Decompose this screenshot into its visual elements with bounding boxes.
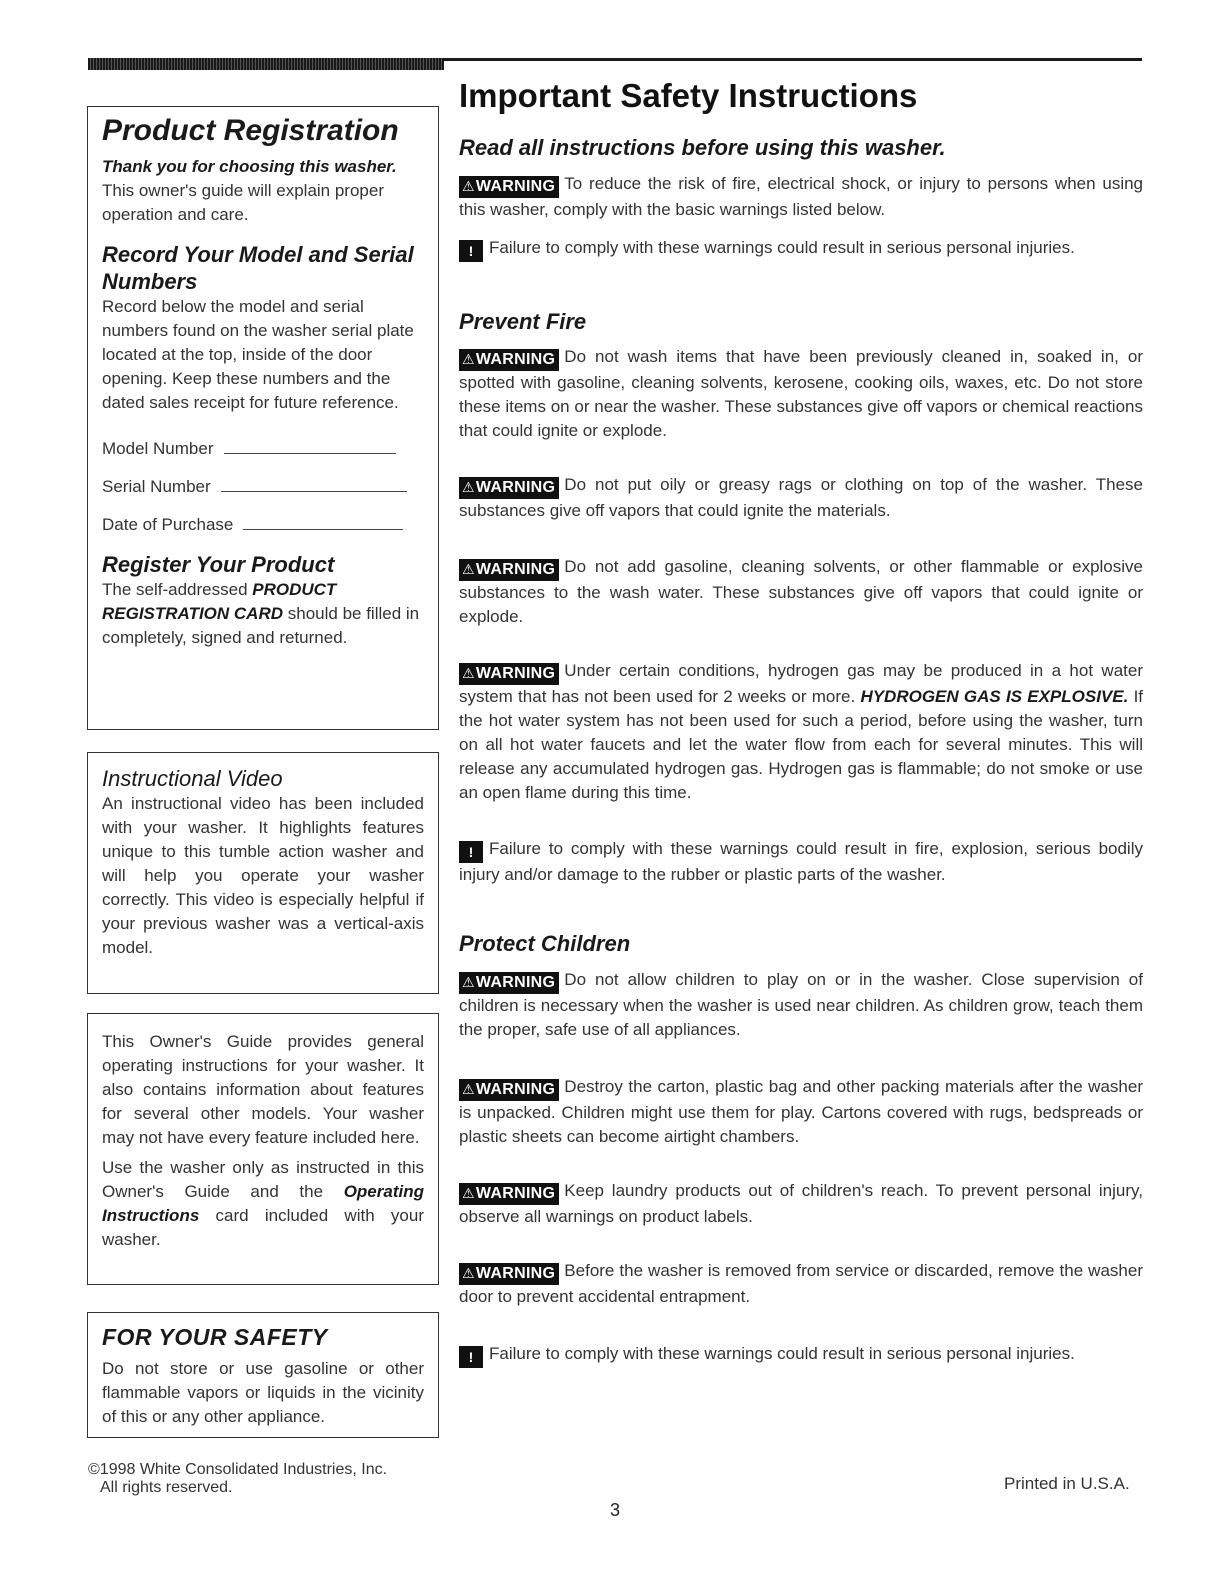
owners-guide-box (87, 1013, 439, 1285)
thanks-rest: This owner's guide will explain proper operation and care. (102, 181, 384, 224)
warning-triangle-icon: ⚠ (462, 479, 475, 495)
warning-badge (459, 972, 559, 994)
page-title: Important Safety Instructions (459, 77, 918, 114)
warning-badge-label: WARNING (475, 665, 556, 682)
warning-badge (459, 349, 559, 371)
children-caution-text: Failure to comply with these warnings could result in serious personal injuries. (489, 1344, 1075, 1363)
warning-badge-label: WARNING (475, 1185, 556, 1202)
serial-number-label: Serial Number (102, 477, 211, 496)
warning-badge-label: WARNING (475, 1081, 556, 1098)
model-number-label: Model Number (102, 439, 214, 458)
warning-badge (459, 1079, 559, 1101)
fire-warning-1-text: Do not wash items that have been previously cleaned in, soaked in, or spotted with gasoline, cleaning solvents, kerosene, cooking oils, waxes, etc. Do not store these items on or near the washer. These substances give off vapors or chemical reactions that could ignite or explode. (459, 347, 1143, 440)
record-text: Record below the model and serial numbers found on the washer serial plate located at the top, inside of the door opening. Keep these numbers and the dated sales receipt for future reference. (102, 297, 414, 412)
protect-children-heading: Protect Children (459, 931, 631, 956)
caution-1 (459, 236, 1143, 262)
guide-p2-b: card included with your washer. (102, 1206, 424, 1249)
fire-caution (459, 837, 1143, 887)
children-warning-2-text: Destroy the carton, plastic bag and other packing materials after the washer is unpacked. Children might use them for play. Cartons covered with rugs, bedspreads or plastic sheets can become airtight chambers. (459, 1077, 1143, 1146)
caution-triangle-icon: ! (459, 841, 483, 863)
warning-intro-text: To reduce the risk of fire, electrical shock, or injury to persons when using this washer, comply with the basic warnings listed below. (459, 174, 1143, 219)
fire-warning-4 (459, 659, 1143, 805)
warning-badge-label: WARNING (475, 974, 556, 991)
serial-number-field[interactable] (102, 459, 424, 497)
fire-caution-text: Failure to comply with these warnings could result in fire, explosion, serious bodily injury and/or damage to the rubber or plastic parts of the washer. (459, 839, 1143, 884)
rights-line: All rights reserved. (100, 1479, 233, 1496)
video-heading: Instructional Video (102, 766, 283, 791)
video-text: An instructional video has been included with your washer. It highlights features unique to this tumble action washer and will help you operate your washer correctly. This video is especially helpful if your previous washer was a vertical-axis model. (102, 794, 424, 957)
date-of-purchase-label: Date of Purchase (102, 515, 234, 534)
model-number-line[interactable] (224, 453, 396, 454)
children-warning-1 (459, 968, 1143, 1042)
header-rule-right (444, 58, 1142, 61)
caution-triangle-icon: ! (459, 240, 483, 262)
warning-triangle-icon: ⚠ (462, 178, 475, 194)
fire-warning-2 (459, 473, 1143, 523)
operating-instructions-bold: Operating Instructions (102, 1182, 424, 1225)
warning-triangle-icon: ⚠ (462, 1265, 475, 1281)
register-text-a: The self-addressed (102, 580, 248, 599)
page-number: 3 (609, 1500, 620, 1520)
warning-badge-label: WARNING (475, 178, 556, 195)
register-text-b: should be filled in completely, signed and returned. (102, 604, 420, 647)
fire-warning-4-text-b: If the hot water system has not been used for such a period, before using the washer, turn on all hot water faucets and let the water flow from each for several minutes. This will release any accumulated hydrogen gas. Hydrogen gas is flammable; do not smoke or use an open flame during this time. (459, 687, 1144, 802)
date-of-purchase-line[interactable] (243, 529, 403, 530)
header-rule-left (88, 58, 444, 70)
children-caution (459, 1342, 1143, 1368)
printed-in: Printed in U.S.A. (1004, 1474, 1130, 1493)
product-registration-box (87, 106, 439, 730)
children-warning-2 (459, 1075, 1143, 1149)
children-warning-4 (459, 1259, 1143, 1309)
children-warning-3-text: Keep laundry products out of children's reach. To prevent personal injury, observe all warnings on product labels. (459, 1181, 1143, 1226)
registration-card-bold: PRODUCT REGISTRATION CARD (102, 580, 337, 623)
warning-badge (459, 1183, 559, 1205)
warning-badge (459, 1263, 559, 1285)
children-warning-4-text: Before the washer is removed from service or discarded, remove the washer door to prevent accidental entrapment. (459, 1261, 1143, 1306)
instructional-video-box (87, 752, 439, 994)
warning-triangle-icon: ⚠ (462, 1081, 475, 1097)
fire-warning-3-text: Do not add gasoline, cleaning solvents, or other flammable or explosive substances to the wash water. These substances give off vapors that could ignite or explode. (459, 557, 1143, 626)
guide-paragraph-2 (102, 1156, 424, 1252)
copyright-line: ©1998 White Consolidated Industries, Inc. (88, 1461, 388, 1478)
register-heading: Register Your Product (102, 552, 335, 577)
warning-intro (459, 172, 1143, 222)
model-number-field[interactable] (102, 421, 424, 459)
guide-paragraph-1: This Owner's Guide provides general operating instructions for your washer. It also contains information about features for several other models. Your washer may not have every feature included here. (102, 1032, 424, 1147)
warning-badge (459, 559, 559, 581)
fire-warning-1 (459, 345, 1143, 443)
warning-triangle-icon: ⚠ (462, 974, 475, 990)
date-of-purchase-field[interactable] (102, 497, 424, 535)
product-registration-title: Product Registration (102, 114, 399, 147)
thanks-paragraph (102, 155, 424, 227)
warning-badge-label: WARNING (475, 479, 556, 496)
children-warning-1-text: Do not allow children to play on or in the washer. Close supervision of children is necessary when the washer is used near children. As children grow, teach them the proper, safe use of all appliances. (459, 970, 1143, 1039)
caution-triangle-icon: ! (459, 1346, 483, 1368)
warning-triangle-icon: ⚠ (462, 665, 475, 681)
for-your-safety-box (87, 1312, 439, 1438)
hydrogen-explosive-bold: HYDROGEN GAS IS EXPLOSIVE. (860, 687, 1129, 706)
for-your-safety-text: Do not store or use gasoline or other flammable vapors or liquids in the vicinity of this or any other appliance. (102, 1359, 424, 1426)
warning-badge (459, 663, 559, 685)
read-all-heading: Read all instructions before using this washer. (459, 135, 946, 160)
guide-p2-a: Use the washer only as instructed in this Owner's Guide and the (102, 1158, 424, 1201)
fire-warning-4-text-a: Under certain conditions, hydrogen gas may be produced in a hot water system that has not been used for 2 weeks or more. (459, 661, 1143, 706)
warning-triangle-icon: ⚠ (462, 351, 475, 367)
warning-badge-label: WARNING (475, 351, 556, 368)
fire-warning-3 (459, 555, 1143, 629)
warning-triangle-icon: ⚠ (462, 1185, 475, 1201)
warning-badge (459, 477, 559, 499)
for-your-safety-heading: FOR YOUR SAFETY (102, 1324, 328, 1350)
warning-badge-label: WARNING (475, 561, 556, 578)
children-warning-3 (459, 1179, 1143, 1229)
warning-badge (459, 176, 559, 198)
register-text (102, 578, 424, 650)
fire-warning-2-text: Do not put oily or greasy rags or clothing on top of the washer. These substances give off vapors that could ignite the materials. (459, 475, 1143, 520)
serial-number-line[interactable] (221, 491, 407, 492)
warning-triangle-icon: ⚠ (462, 561, 475, 577)
warning-badge-label: WARNING (475, 1265, 556, 1282)
caution-1-text: Failure to comply with these warnings could result in serious personal injuries. (489, 238, 1075, 257)
prevent-fire-heading: Prevent Fire (459, 309, 587, 334)
thanks-bold: Thank you for choosing this washer. (102, 157, 397, 176)
record-heading: Record Your Model and Serial Numbers (102, 242, 414, 294)
